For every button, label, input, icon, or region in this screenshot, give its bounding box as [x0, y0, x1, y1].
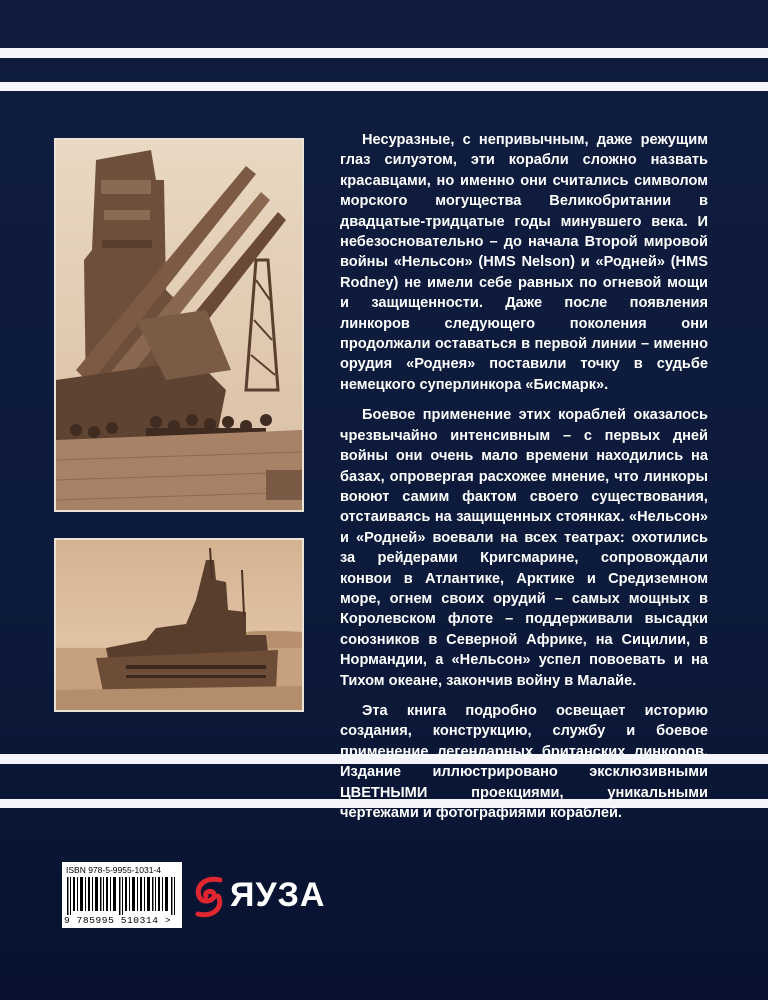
top-stripe-1 [0, 48, 768, 58]
paragraph-2: Боевое применение этих кораблей оказалось чрезвычайно интенсивным – с первых дней войны они очень мало времени находились на базах, опровергая расхожее мнение, что линкоры воюют самим фактом своего существования, отстаиваясь на защищенных стоянках. «Нельсон» и «Родней» воевали на всех театрах: охотились за рейдерами Кригсмарине, сопровождали конвои в Атлантике, Арктике и Средиземном море, огнем своих орудий – самых мощных в Королевском флоте – поддерживали высадки союзников в Северной Африке, на Сицилии, в Нормандии, а «Нельсон» успел повоевать и на Тихом океане, закончив войну в Малайе. [340, 407, 708, 689]
publisher-name: ЯУЗА [230, 876, 326, 914]
barcode-image [67, 877, 177, 915]
paragraph-3: Эта книга подробно освещает историю создания, конструкцию, службу и боевое применение легендарных британских линкоров. Издание иллюстрировано эксклюзивными ЦВЕТНЫМИ проекциями, уникальными чертежами и фотографиями кораблей. [340, 702, 708, 821]
top-stripe-2 [0, 82, 768, 91]
battleship-guns-photo [54, 138, 304, 512]
publisher-logo [192, 872, 326, 922]
publisher-emblem-icon [192, 874, 226, 920]
battleship-at-sea-photo [54, 538, 304, 712]
paragraph-1: Несуразные, с непривычным, даже режущим глаз силуэтом, эти корабли сложно назвать красавцами, но именно они считались символом морского могущества Великобритании в двадцатые-тридцатые годы минувшего века. И небезосновательно – до начала Второй мировой войны «Нельсон» (HMS Nelson) и «Родней» (HMS Rodney) не имели себе равных по огневой мощи и защищенности. Даже после появления линкоров следующего поколения они продолжали оставаться в первой линии – именно орудия «Роднея» поставили точку в судьбе немецкого суперлинкора «Бисмарк». [340, 132, 708, 393]
isbn-label: ISBN 978-5-9955-1031-4 [66, 865, 161, 875]
annotation-text [340, 130, 708, 833]
isbn-number: 9 785995 510314 > [64, 915, 172, 926]
isbn-barcode-box [62, 862, 182, 928]
